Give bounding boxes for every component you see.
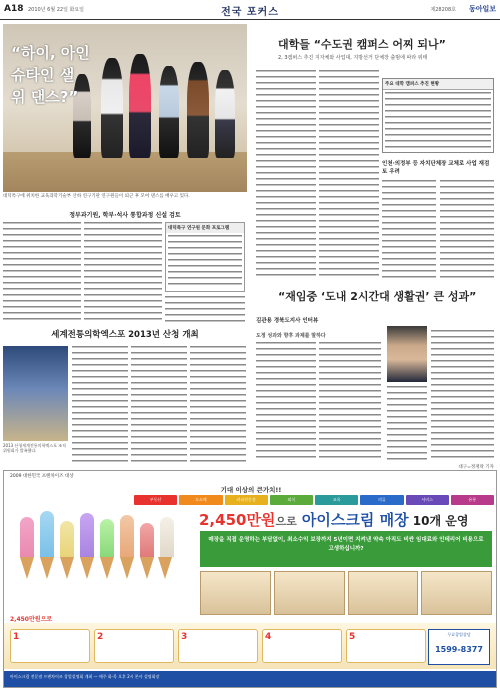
ice-cream-scoop <box>160 517 174 557</box>
article-body-column <box>190 346 246 464</box>
store-photo <box>421 571 492 615</box>
article-body-column <box>256 342 316 460</box>
article-body-column <box>440 180 494 280</box>
ad-step <box>94 629 174 663</box>
ice-cream-scoop <box>120 515 134 557</box>
side-info-table <box>165 222 245 292</box>
article-subheadline: 2, 3캠퍼스 추진 지자체와 사업대, 지방선거 단체장 출범에 따라 위태 <box>278 55 428 61</box>
ad-bottom-bar <box>4 671 497 688</box>
ice-cream-illustration <box>10 507 180 612</box>
article-body-column <box>319 342 381 460</box>
ad-tag: 커피전문점 <box>225 495 268 505</box>
ice-cream-cone <box>60 557 74 579</box>
article-body-column <box>72 346 128 464</box>
ad-step <box>10 629 90 663</box>
campus-info-table <box>382 78 494 153</box>
ad-tag: 서비스 <box>406 495 449 505</box>
ad-product: 아이스크림 매장 <box>296 511 409 529</box>
article-headline: 대학들 “수도권 캠퍼스 어찌 되나” <box>278 38 446 51</box>
ad-main-slogan <box>199 509 468 530</box>
ad-tag: 교육 <box>315 495 358 505</box>
ad-top-bar <box>4 471 497 485</box>
article-subheadline: 김관용 경북도지사 인터뷰 <box>256 318 319 324</box>
ad-store-photos <box>200 571 492 615</box>
ad-step <box>178 629 258 663</box>
dancer-figure <box>101 58 123 158</box>
ad-promo-box: 매장을 직접 운영하는 부담없이, 최소수익 보장까지 5년이면 지켜낸 약속 아직도 비싼 임대료와 인테리어 비용으로 고생하십니까? <box>200 531 492 567</box>
info-table-body <box>385 92 491 152</box>
article-body-column <box>165 296 245 322</box>
dancer-figure <box>187 62 209 158</box>
dancer-figure <box>129 54 151 158</box>
ad-tag: 부동산 <box>134 495 177 505</box>
ice-cream-cone <box>120 557 134 579</box>
store-photo <box>200 571 271 615</box>
article-body-column <box>131 346 187 464</box>
article-body-column <box>84 222 162 322</box>
ad-tag: 외식 <box>270 495 313 505</box>
page-header <box>0 0 500 20</box>
step-number: 5 <box>349 632 356 642</box>
step-number: 2 <box>97 632 104 642</box>
article-body-column <box>387 386 427 460</box>
ad-steps-band <box>4 623 497 669</box>
photo-floor <box>3 152 247 192</box>
issue-number: 제28208호 <box>430 7 456 13</box>
ice-cream-cone <box>80 557 94 579</box>
ice-cream-scoop <box>140 523 154 557</box>
store-photo <box>274 571 345 615</box>
ice-cream-cone <box>20 557 34 579</box>
step-number: 3 <box>181 632 188 642</box>
newspaper-logo: 동아일보 <box>468 5 496 13</box>
ice-cream-cone <box>140 557 154 579</box>
article-kicker: 도정 성과와 향후 과제를 말하다 <box>256 333 326 339</box>
article-body-column <box>382 180 436 280</box>
interviewee-portrait <box>387 326 427 382</box>
section-title: 전국 포커스 <box>221 7 279 18</box>
photo-caption: 대덕특구에 위치한 교육과학기술부 산하 연구기관 연구원들이 퇴근 후 모여 댄스를 배우고 있다. <box>3 194 190 199</box>
ad-particle: 으로 <box>275 515 297 528</box>
article-headline: “재임중 ‘도내 2시간대 생활권’ 큰 성과” <box>278 290 477 303</box>
ice-cream-scoop <box>100 519 114 557</box>
ad-headline: 기대 이상의 큰가치!! <box>220 486 282 494</box>
byline: 대구=정재락 기자 <box>458 465 494 470</box>
dancer-figure <box>159 66 179 158</box>
advertisement[interactable] <box>3 470 497 688</box>
info-table-title: 주요 대학 캠퍼스 추진 현황 <box>383 79 493 90</box>
dance-photo <box>3 24 247 192</box>
article-body-column <box>256 70 316 280</box>
article-body-column <box>431 330 494 460</box>
ad-store-count: 10개 운영 <box>408 514 469 528</box>
ad-phone-box[interactable] <box>428 629 490 665</box>
ice-cream-scoop <box>80 513 94 557</box>
issue-date: 2010년 6월 22일 화요일 <box>28 7 85 13</box>
ice-cream-scoop <box>40 511 54 557</box>
store-photo <box>348 571 419 615</box>
article-body-column <box>3 222 81 322</box>
article-headline: 정부과기원, 학부·석사 통합과정 신설 검토 <box>69 212 181 219</box>
ad-tag: 도소매 <box>179 495 222 505</box>
ice-cream-cone <box>158 557 172 579</box>
phone-label: 무료창업상담 <box>447 632 471 637</box>
ice-cream-cone <box>100 557 114 579</box>
article-headline: 세계전통의학엑스포 2013년 산청 개최 <box>51 330 199 340</box>
ad-tag: 유통 <box>451 495 494 505</box>
ad-price-label: 2,450만원으로 <box>10 616 53 623</box>
photo-caption: 2013 산청세계전통의학엑스포 조직위원회가 발족했다. <box>3 443 66 453</box>
step-number: 4 <box>265 632 272 642</box>
ad-bottom-text: 아이스크림 전문점 프랜차이즈 창업설명회 개최 — 매주 화·목 오후 2시 본사 설명회장 <box>10 674 160 679</box>
ice-cream-scoop <box>20 517 34 557</box>
ad-step <box>346 629 426 663</box>
side-table-body <box>168 235 242 287</box>
dancer-figure <box>215 70 235 158</box>
expo-photo <box>3 346 68 441</box>
side-table-title: 대덕특구 연구원 문화 프로그램 <box>166 223 244 233</box>
ad-category-tags <box>134 495 494 505</box>
phone-number[interactable]: 1599-8377 <box>435 645 483 654</box>
article-body-column <box>319 70 379 280</box>
ad-step <box>262 629 342 663</box>
ad-tag: 의류 <box>360 495 403 505</box>
ad-award-label: 2009 대한민국 프랜차이즈 대상 <box>10 474 74 479</box>
step-number: 1 <box>13 632 20 642</box>
page-number: A18 <box>4 4 24 14</box>
ad-price: 2,450만원 <box>199 511 276 529</box>
ice-cream-scoop <box>60 521 74 557</box>
article-subheadline: 인천·의정부 등 자치단체장 교체로 사업 재검토 우려 <box>382 161 490 175</box>
ice-cream-cone <box>40 557 54 579</box>
photo-quote: “하이, 아인슈타인 샐 위 댄스?” <box>11 44 90 106</box>
